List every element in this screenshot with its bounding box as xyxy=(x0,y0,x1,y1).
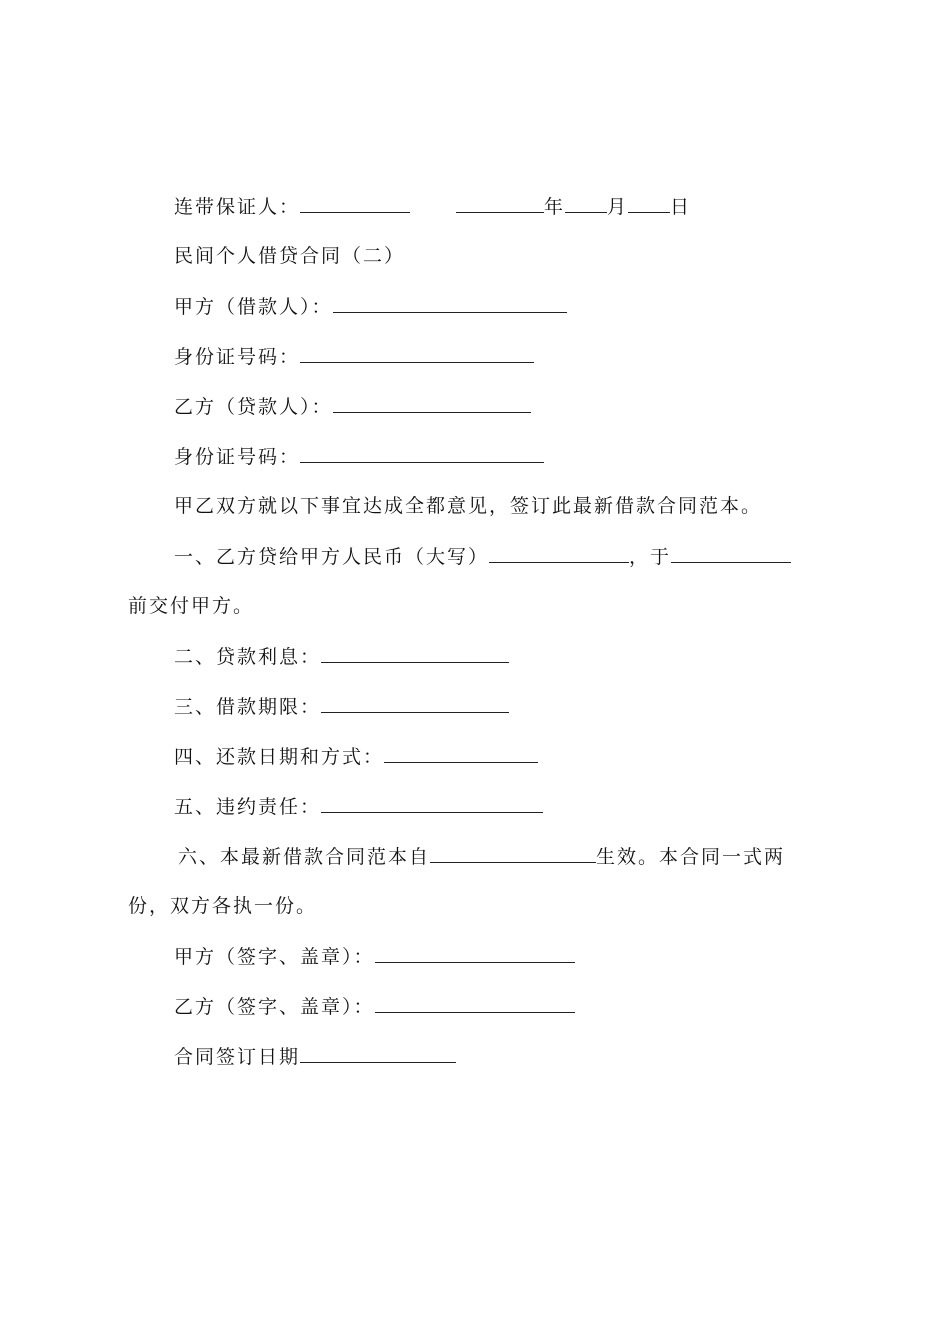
delivery-date-blank xyxy=(671,542,791,563)
guarantor-blank xyxy=(300,192,410,213)
clause-4-label: 四、还款日期和方式： xyxy=(174,746,385,768)
day-blank xyxy=(628,192,670,213)
clause-2-label: 二、贷款利息： xyxy=(174,646,322,668)
clause-2-line xyxy=(174,642,509,670)
id-a-label: 身份证号码： xyxy=(174,346,301,368)
sign-date-blank xyxy=(300,1042,456,1063)
effective-date-blank xyxy=(430,842,596,863)
clause-5-line xyxy=(174,792,543,820)
amount-blank xyxy=(489,542,629,563)
clause-4-line xyxy=(174,742,538,770)
party-a-line xyxy=(174,292,567,320)
month-blank xyxy=(565,192,607,213)
party-a-label: 甲方（借款人）： xyxy=(174,296,333,318)
intro-paragraph: 甲乙双方就以下事宜达成全都意见，签订此最新借款合同范本。 xyxy=(174,495,763,517)
sign-b-line xyxy=(174,992,575,1020)
clause-6-continued: 份，双方各执一份。 xyxy=(128,895,318,917)
clause-6-mid: 生效。本合同一式两 xyxy=(596,846,786,868)
party-b-label: 乙方（贷款人）： xyxy=(174,396,333,418)
sign-a-blank xyxy=(375,942,575,963)
clause-1-mid: ，于 xyxy=(629,546,672,568)
sign-a-line xyxy=(174,942,575,970)
month-label: 月 xyxy=(607,196,629,218)
term-blank xyxy=(321,692,509,713)
clause-5-label: 五、违约责任： xyxy=(174,796,322,818)
interest-blank xyxy=(321,642,509,663)
sign-b-blank xyxy=(375,992,575,1013)
clause-3-label: 三、借款期限： xyxy=(174,696,322,718)
sign-b-label: 乙方（签字、盖章）： xyxy=(174,996,375,1018)
party-a-blank xyxy=(333,292,567,313)
sign-date-label: 合同签订日期 xyxy=(174,1046,301,1068)
clause-1-continued: 前交付甲方。 xyxy=(128,595,255,617)
clause-6-line xyxy=(178,842,785,870)
liability-blank xyxy=(321,792,543,813)
repayment-blank xyxy=(384,742,538,763)
clause-6-text: 六、本最新借款合同范本自 xyxy=(178,846,431,868)
id-b-line xyxy=(174,442,544,470)
clause-1-line xyxy=(174,542,791,570)
year-label: 年 xyxy=(544,196,566,218)
sign-date-line xyxy=(174,1042,456,1070)
id-a-blank xyxy=(300,342,534,363)
guarantor-line xyxy=(174,192,691,220)
contract-title: 民间个人借贷合同（二） xyxy=(174,245,406,267)
sign-a-label: 甲方（签字、盖章）： xyxy=(174,946,375,968)
guarantor-label: 连带保证人： xyxy=(174,196,301,218)
clause-1-text: 一、乙方贷给甲方人民币（大写） xyxy=(174,546,490,568)
party-b-blank xyxy=(333,392,531,413)
id-a-line xyxy=(174,342,534,370)
clause-3-line xyxy=(174,692,509,720)
id-b-blank xyxy=(300,442,544,463)
id-b-label: 身份证号码： xyxy=(174,446,301,468)
day-label: 日 xyxy=(670,196,692,218)
party-b-line xyxy=(174,392,531,420)
year-blank xyxy=(456,192,544,213)
